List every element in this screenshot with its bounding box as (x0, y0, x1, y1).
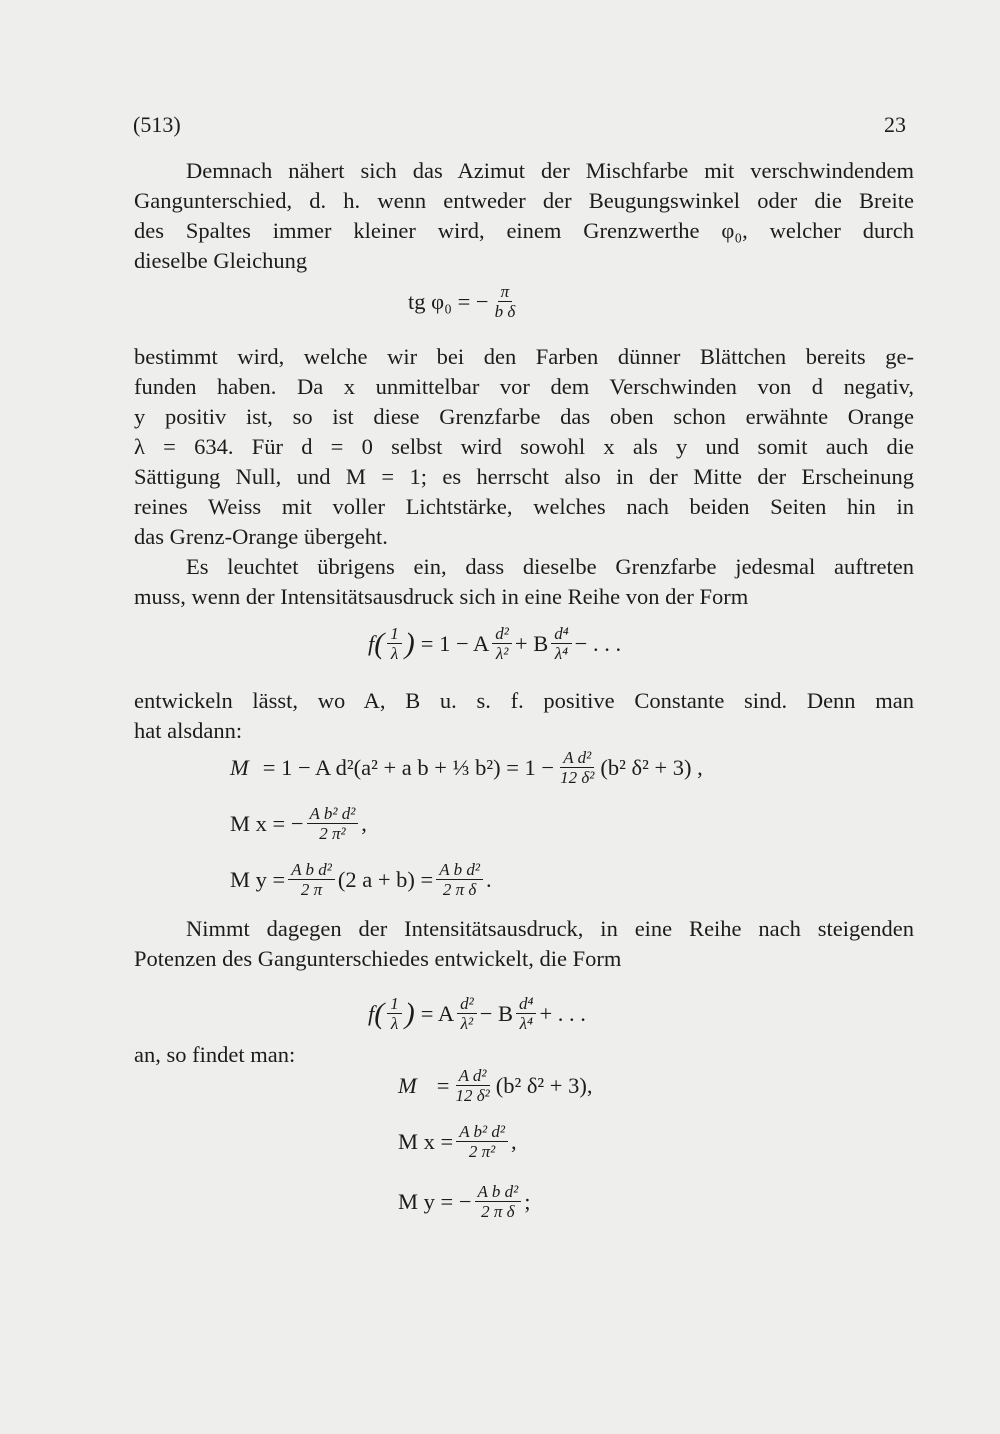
fraction-denominator: λ² (460, 1014, 474, 1033)
fraction (457, 994, 477, 1033)
fraction (456, 1122, 508, 1161)
fraction-denominator: 2 π δ (442, 880, 477, 899)
fraction-numerator: 1 (387, 994, 402, 1014)
fraction-denominator: b δ (494, 302, 516, 321)
text-line: Es leuchtet übrigens ein, dass dieselbe Grenzfarbe jedesmal auftreten (186, 554, 914, 579)
equation-term: = 1 − A (420, 630, 490, 656)
equation-term: (b² δ² + 3), (495, 1072, 593, 1098)
fraction (492, 282, 519, 321)
text-line: hat alsdann: (134, 718, 243, 743)
fraction-numerator: d⁴ (516, 994, 536, 1014)
fraction-denominator: λ⁴ (554, 644, 569, 663)
equation-term: , (361, 810, 367, 836)
text-line: reines Weiss mit voller Lichtstärke, welches nach beiden Seiten hin in (134, 494, 914, 519)
equation-term: (b² δ² + 3) , (600, 754, 703, 780)
fraction-denominator: λ (390, 644, 399, 663)
function-symbol: f (368, 630, 375, 656)
text-line: λ = 634. Für d = 0 selbst wird sowohl x als y und somit auch die (134, 434, 914, 459)
fraction-numerator: A b d² (288, 860, 335, 880)
equation-lhs: M y = − (398, 1188, 472, 1214)
fraction-numerator: A b d² (475, 1182, 522, 1202)
fraction-numerator: A d² (560, 748, 594, 768)
fraction (492, 624, 512, 663)
fraction (307, 804, 359, 843)
equation-term: − . . . (574, 630, 622, 656)
text-line: bestimmt wird, welche wir bei den Farben dünner Blättchen bereits ge- (134, 344, 914, 369)
equation-term: + B (514, 630, 549, 656)
fraction-numerator: A b d² (436, 860, 483, 880)
paragraph-2 (134, 342, 914, 552)
paren-open: ( (374, 626, 385, 660)
equation-M-2 (398, 1066, 592, 1105)
fraction (551, 624, 571, 663)
fraction (475, 1182, 522, 1221)
fraction-numerator: d² (457, 994, 477, 1014)
equation-term: , (510, 1128, 517, 1154)
text-line: entwickeln lässt, wo A, B u. s. f. positive Constante sind. Denn man (134, 688, 914, 713)
equation-series-1 (368, 624, 621, 663)
fraction-denominator: 2 π (300, 880, 323, 899)
text-line: Sättigung Null, und M = 1; es herrscht also in der Mitte der Erscheinung (134, 464, 914, 489)
equation-Mx (230, 804, 367, 843)
equation-lhs: tg φ₀ = − (408, 288, 489, 314)
equation-My-2 (398, 1182, 530, 1221)
paragraph-3 (134, 552, 914, 612)
equation-Mx-2 (398, 1122, 517, 1161)
text-line: Potenzen des Gangunterschiedes entwickelt, die Form (134, 946, 622, 971)
paragraph-6: an, so findet man: (134, 1042, 296, 1067)
equation-term: (2 a + b) = (337, 866, 434, 892)
text-line: Gangunterschied, d. h. wenn entweder der Beugungswinkel oder die Breite (134, 188, 914, 213)
fraction (387, 624, 402, 663)
fraction (288, 860, 335, 899)
text-line: muss, wenn der Intensitätsausdruck sich in eine Reihe von der Form (134, 584, 749, 609)
fraction-denominator: λ⁴ (519, 1014, 533, 1033)
fraction-denominator: 2 π δ (481, 1202, 515, 1221)
fraction-denominator: 2 π² (319, 824, 346, 843)
text-line: des Spaltes immer kleiner wird, einem Grenzwerthe φ₀, welcher durch (134, 218, 914, 243)
paren-close: ) (404, 996, 415, 1030)
paragraph-4 (134, 686, 914, 746)
function-symbol: f (368, 1000, 375, 1026)
fraction-numerator: A b² d² (307, 804, 359, 824)
fraction-numerator: A d² (456, 1066, 490, 1086)
equation-term: + . . . (539, 1000, 586, 1026)
equation-M (230, 748, 703, 787)
fraction (452, 1066, 492, 1105)
fraction (436, 860, 483, 899)
page-number: 23 (884, 112, 906, 137)
text-line: Nimmt dagegen der Intensitätsausdruck, in eine Reihe nach steigenden (186, 916, 914, 941)
fraction-denominator: 12 δ² (560, 768, 595, 787)
fraction-numerator: d² (492, 624, 512, 644)
equation-term: . (485, 866, 492, 892)
fraction-numerator: 1 (387, 624, 402, 644)
equation-term: = (436, 1072, 450, 1098)
text-line: funden haben. Da x unmittelbar vor dem Verschwinden von d negativ, (134, 374, 914, 399)
text-line: y positiv ist, so ist diese Grenzfarbe das oben schon erwähnte Orange (134, 404, 914, 429)
equation-lhs: M y = (230, 866, 286, 892)
equation-tg-phi0 (408, 282, 521, 321)
fraction-denominator: λ² (495, 644, 509, 663)
equation-term: − B (479, 1000, 514, 1026)
equation-term: = 1 − A d²(a² + a b + ⅓ b²) = 1 − (262, 754, 555, 780)
paren-close: ) (404, 626, 415, 660)
fraction (387, 994, 402, 1033)
fraction-denominator: λ (390, 1014, 399, 1033)
equation-lhs: M (398, 1072, 417, 1098)
fraction-numerator: d⁴ (551, 624, 571, 644)
equation-lhs: M (230, 754, 249, 780)
page-header-left: (513) (133, 112, 181, 137)
paragraph-1 (134, 156, 914, 276)
fraction-denominator: 12 δ² (455, 1086, 490, 1105)
fraction (516, 994, 536, 1033)
fraction (557, 748, 597, 787)
text-line: das Grenz-Orange übergeht. (134, 524, 388, 549)
fraction-denominator: 2 π² (468, 1142, 496, 1161)
equation-term: ; (524, 1188, 531, 1214)
text-line: dieselbe Gleichung (134, 248, 308, 273)
equation-lhs: M x = − (230, 810, 304, 836)
text-line: Demnach nähert sich das Azimut der Mischfarbe mit verschwindendem (186, 158, 914, 183)
equation-My (230, 860, 492, 899)
equation-lhs: M x = (398, 1128, 454, 1154)
fraction-numerator: A b² d² (456, 1122, 508, 1142)
equation-term: = A (420, 1000, 455, 1026)
equation-series-2 (368, 994, 586, 1033)
fraction-numerator: π (498, 282, 513, 302)
paragraph-5 (134, 914, 914, 974)
paren-open: ( (374, 996, 385, 1030)
